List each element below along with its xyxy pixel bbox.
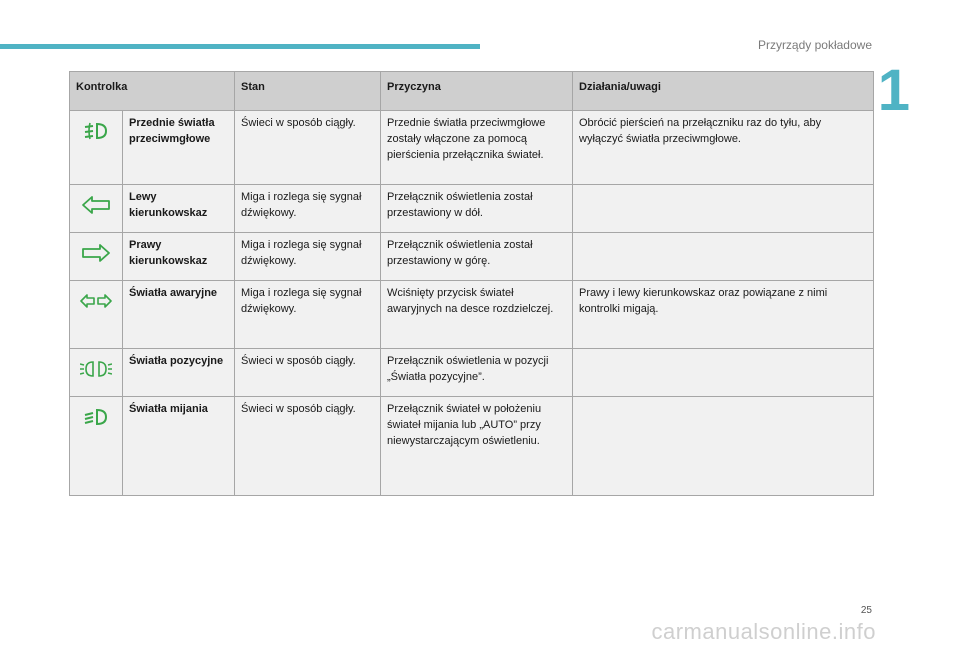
lamp-state: Świeci w sposób ciągły. xyxy=(235,349,381,397)
lamp-state: Miga i rozlega się sygnał dźwiękowy. xyxy=(235,233,381,281)
watermark-text: carmanualsonline.info xyxy=(651,619,876,644)
lamp-cause: Przełącznik oświetlenia został przestawiony w dół. xyxy=(381,185,573,233)
lamp-cause: Przednie światła przeciwmgłowe zostały włączone za pomocą pierścienia przełącznika świateł. xyxy=(381,111,573,185)
column-header-stan: Stan xyxy=(235,72,381,111)
lamp-state: Świeci w sposób ciągły. xyxy=(235,397,381,496)
lamp-cause: Przełącznik oświetlenia w pozycji „Światła pozycyjne”. xyxy=(381,349,573,397)
column-header-przyczyna: Przyczyna xyxy=(381,72,573,111)
lamp-state: Miga i rozlega się sygnał dźwiękowy. xyxy=(235,281,381,349)
lamp-action: Obrócić pierścień na przełączniku raz do tyłu, aby wyłączyć światła przeciwmgłowe. xyxy=(573,111,874,185)
section-title: Przyrządy pokładowe xyxy=(757,38,872,52)
lamp-action xyxy=(573,397,874,496)
lamp-action xyxy=(573,233,874,281)
lamp-name: Lewy kierunkowskaz xyxy=(123,185,235,233)
lamp-name: Światła mijania xyxy=(123,397,235,496)
table-header-row xyxy=(70,72,874,111)
accent-bar xyxy=(0,44,480,49)
table-row xyxy=(70,111,874,185)
lamp-name: Przednie światła przeciwmgłowe xyxy=(123,111,235,185)
lamp-cause: Przełącznik świateł w położeniu świateł mijania lub „AUTO” przy niewystarczającym oświetleniu. xyxy=(381,397,573,496)
column-header-dzialania: Działania/uwagi xyxy=(573,72,874,111)
table-row xyxy=(70,349,874,397)
page-number: 25 xyxy=(860,605,872,616)
lamp-action xyxy=(573,185,874,233)
lamp-state: Miga i rozlega się sygnał dźwiękowy. xyxy=(235,185,381,233)
lamp-cause: Przełącznik oświetlenia został przestawiony w górę. xyxy=(381,233,573,281)
front-fog-lamp-icon xyxy=(80,120,112,142)
column-header-kontrolka: Kontrolka xyxy=(70,72,235,111)
low-beam-icon xyxy=(80,406,112,428)
lamp-name: Światła awaryjne xyxy=(123,281,235,349)
position-lights-icon xyxy=(80,358,112,380)
table-row xyxy=(70,185,874,233)
table-row xyxy=(70,397,874,496)
lamp-name: Prawy kierunkowskaz xyxy=(123,233,235,281)
lamp-cause: Wciśnięty przycisk świateł awaryjnych na desce rozdzielczej. xyxy=(381,281,573,349)
right-arrow-icon xyxy=(80,242,112,264)
lamp-state: Świeci w sposób ciągły. xyxy=(235,111,381,185)
lamp-action: Prawy i lewy kierunkowskaz oraz powiązane z nimi kontrolki migają. xyxy=(573,281,874,349)
lamp-action xyxy=(573,349,874,397)
table-row xyxy=(70,281,874,349)
left-arrow-icon xyxy=(80,194,112,216)
table-row xyxy=(70,233,874,281)
warning-lamps-table xyxy=(69,71,874,496)
chapter-number: 1 xyxy=(877,58,910,123)
lamp-name: Światła pozycyjne xyxy=(123,349,235,397)
hazard-arrows-icon xyxy=(80,290,112,312)
